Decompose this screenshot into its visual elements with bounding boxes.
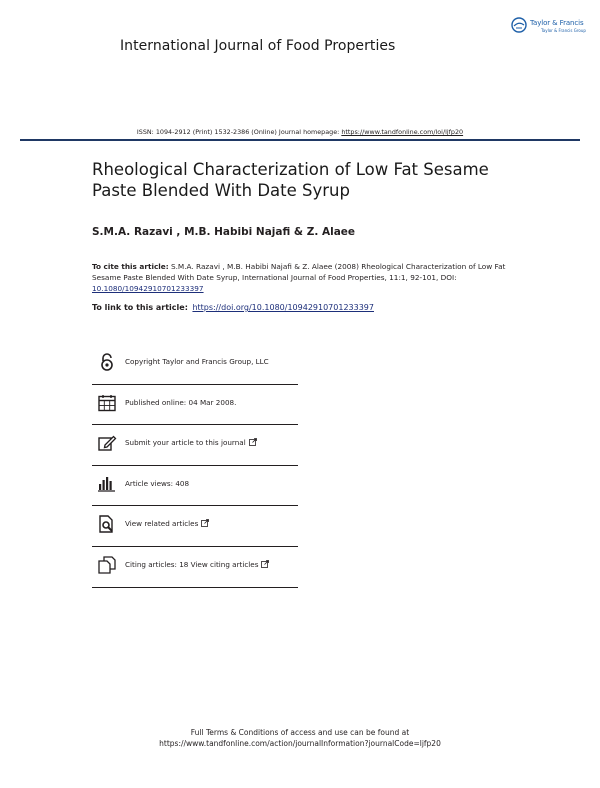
article-link-line (92, 303, 374, 312)
article-views-text: Article views: 408 (125, 478, 190, 488)
external-link-icon (201, 519, 209, 527)
calendar-icon (97, 393, 117, 413)
footer (0, 727, 600, 749)
copyright-text: Copyright Taylor and Francis Group, LLC (125, 357, 269, 366)
publisher-name: Taylor & Francis (530, 19, 584, 27)
published-date-text: Published online: 04 Mar 2008. (125, 397, 237, 407)
external-link-icon (261, 560, 269, 568)
publisher-logo-icon (511, 17, 527, 33)
info-item-published (92, 385, 298, 426)
article-title (92, 159, 512, 201)
edit-pencil-icon (97, 433, 117, 453)
citation-label: To cite this article: (92, 262, 169, 271)
citation-text: S.M.A. Razavi , M.B. Habibi Najafi & Z. Alaee (2008) Rheological Characterization of Low Fat Sesame Paste Blended With Date Syrup, International Journal of Food Properties, 11:1, 92-101, DOI: (92, 262, 506, 282)
article-title-line-1: Rheological Characterization of Low Fat Sesame (92, 160, 489, 179)
info-item-citing[interactable] (92, 547, 298, 588)
journal-title: International Journal of Food Properties (120, 38, 396, 54)
citing-articles-link[interactable] (125, 560, 269, 569)
journal-homepage-link[interactable]: https://www.tandfonline.com/loi/ljfp20 (341, 128, 464, 136)
issn-line (0, 128, 600, 136)
submit-article-label: Submit your article to this journal (125, 438, 246, 448)
article-title-line-2: Paste Blended With Date Syrup (92, 181, 350, 200)
info-item-submit[interactable] (92, 425, 298, 466)
bar-chart-icon (97, 474, 117, 494)
citation-doi-link[interactable]: 10.1080/10942910701233397 (92, 283, 204, 293)
article-link-label: To link to this article: (92, 303, 188, 312)
open-access-lock-icon (97, 352, 117, 372)
citation-block (92, 262, 512, 294)
header-divider (20, 139, 580, 141)
view-related-icon (97, 514, 117, 534)
citing-articles-icon (97, 555, 117, 575)
info-item-views (92, 466, 298, 507)
article-doi-url-link[interactable]: https://doi.org/10.1080/10942910701233397 (192, 303, 374, 312)
footer-terms-text: Full Terms & Conditions of access and use can be found at (190, 728, 410, 737)
article-authors: S.M.A. Razavi , M.B. Habibi Najafi & Z. Alaee (92, 226, 356, 238)
article-info-list (92, 344, 298, 588)
publisher-logo[interactable] (511, 17, 591, 37)
info-item-related[interactable] (92, 506, 298, 547)
view-related-label: View related articles (125, 519, 199, 529)
publisher-tagline: Taylor & Francis Group (541, 28, 586, 33)
external-link-icon (249, 438, 257, 446)
info-item-copyright (92, 344, 298, 385)
citing-articles-label: Citing articles: 18 View citing articles (125, 559, 259, 569)
issn-text: ISSN: 1094-2912 (Print) 1532-2386 (Online) Journal homepage: (136, 128, 342, 136)
view-related-articles-link[interactable] (125, 519, 209, 528)
footer-journal-info-link[interactable]: https://www.tandfonline.com/action/journalInformation?journalCode=ljfp20 (159, 739, 441, 748)
submit-article-link[interactable] (125, 438, 257, 447)
